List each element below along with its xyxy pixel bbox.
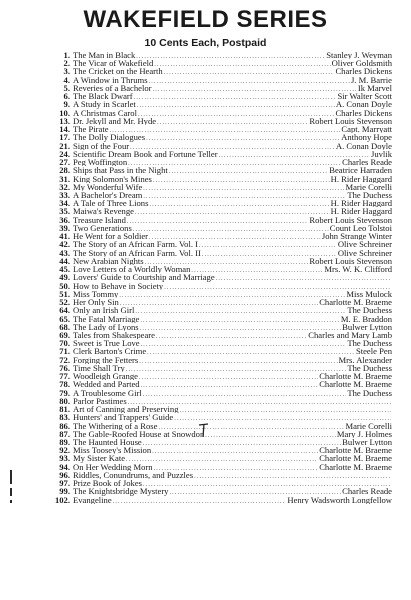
book-number: 70. bbox=[59, 339, 70, 348]
dot-leader bbox=[194, 473, 391, 479]
book-entry bbox=[44, 199, 392, 207]
book-author: The Duchess bbox=[347, 339, 392, 348]
dot-leader bbox=[169, 168, 328, 174]
book-entry bbox=[44, 380, 392, 388]
book-number: 42. bbox=[59, 240, 70, 249]
book-entry bbox=[44, 117, 392, 125]
book-title: Scientific Dream Book and Fortune Teller bbox=[73, 149, 218, 159]
book-author: Robert Louis Stevenson bbox=[309, 256, 392, 266]
book-title: The Vicar of Wakefield bbox=[73, 59, 154, 68]
book-number: 36. bbox=[59, 215, 70, 224]
dot-leader bbox=[152, 448, 318, 454]
book-entry bbox=[44, 150, 392, 158]
book-title: The Haunted House bbox=[73, 438, 142, 447]
book-entry bbox=[44, 463, 392, 471]
book-author: Beatrice Harraden bbox=[329, 166, 392, 175]
book-author: Count Leo Tolstoi bbox=[329, 223, 392, 233]
book-number: 2. bbox=[63, 59, 70, 68]
dot-leader bbox=[119, 292, 345, 298]
book-number: 10. bbox=[59, 108, 70, 117]
dot-leader bbox=[180, 407, 392, 413]
dot-leader bbox=[199, 242, 337, 248]
book-number: 81. bbox=[59, 405, 70, 414]
book-author: Olive Schreiner bbox=[337, 248, 392, 257]
book-author: Bulwer Lytton bbox=[342, 322, 392, 331]
book-entry bbox=[44, 100, 392, 108]
book-entry bbox=[44, 166, 392, 174]
book-author: Charlotte M. Braeme bbox=[319, 380, 392, 389]
book-author: H. Rider Haggard bbox=[330, 207, 392, 216]
book-title: A Study in Scarlet bbox=[73, 100, 136, 109]
book-number: 71. bbox=[59, 347, 70, 356]
book-title: Prize Book of Jokes bbox=[73, 479, 142, 488]
book-entry bbox=[44, 364, 392, 372]
book-title: A Window in Thrums bbox=[73, 75, 148, 84]
dot-leader bbox=[143, 440, 341, 446]
book-title: Ships that Pass in the Night bbox=[73, 166, 168, 175]
book-number: 27. bbox=[59, 158, 70, 167]
dot-leader bbox=[146, 135, 340, 141]
book-title: The Dolly Dialogues bbox=[73, 133, 146, 142]
book-number: 14. bbox=[59, 125, 70, 134]
book-entry bbox=[44, 315, 392, 323]
book-author: Charlotte M. Braeme bbox=[319, 462, 392, 471]
book-entry bbox=[44, 487, 392, 495]
dot-leader bbox=[153, 177, 330, 183]
dot-leader bbox=[113, 498, 287, 504]
book-number: 9. bbox=[63, 100, 70, 109]
book-number: 99. bbox=[59, 487, 70, 496]
book-author: H. Rider Haggard bbox=[330, 174, 392, 183]
dot-leader bbox=[141, 382, 319, 388]
book-entry bbox=[44, 339, 392, 347]
book-author: J. M. Barrie bbox=[350, 75, 392, 84]
book-number: 92. bbox=[59, 446, 70, 455]
book-entry bbox=[44, 175, 392, 183]
book-title: He Went for a Soldier bbox=[73, 232, 149, 241]
book-number: 51. bbox=[59, 289, 70, 299]
dot-leader bbox=[139, 358, 337, 364]
book-number: 89. bbox=[59, 438, 70, 447]
book-author: Robert Louis Stevenson bbox=[309, 215, 392, 224]
book-author: The Duchess bbox=[347, 190, 392, 200]
book-author: A. Conan Doyle bbox=[335, 141, 392, 150]
book-entry bbox=[44, 430, 392, 438]
book-number: 102. bbox=[54, 495, 70, 504]
dot-leader bbox=[143, 185, 344, 191]
book-entry bbox=[44, 84, 392, 92]
book-list bbox=[44, 51, 392, 504]
margin-mark bbox=[10, 488, 12, 496]
book-number: 44. bbox=[59, 256, 70, 266]
book-title: Parlor Pastimes bbox=[73, 396, 127, 406]
book-title: The Cricket on the Hearth bbox=[73, 67, 163, 76]
book-title: Evangeline bbox=[73, 495, 112, 504]
book-entry bbox=[44, 496, 392, 504]
book-title: Only an Irish Girl bbox=[73, 306, 135, 315]
book-entry bbox=[44, 207, 392, 215]
book-entry bbox=[44, 454, 392, 462]
book-entry bbox=[44, 479, 392, 487]
book-author: Oliver Goldsmith bbox=[331, 59, 392, 68]
book-number: 43. bbox=[59, 248, 70, 257]
book-title: Wedded and Parted bbox=[73, 380, 140, 389]
book-title: The Knightsbridge Mystery bbox=[73, 487, 169, 496]
book-title: How to Behave in Society bbox=[73, 281, 164, 290]
book-author: The Duchess bbox=[347, 306, 392, 315]
book-author: The Duchess bbox=[347, 388, 392, 397]
book-number: 3. bbox=[63, 67, 70, 76]
book-number: 28. bbox=[59, 166, 70, 175]
book-author: Mary J. Holmes bbox=[336, 429, 392, 439]
book-number: 80. bbox=[59, 396, 70, 406]
book-title: The Story of an African Farm. Vol. II bbox=[73, 248, 201, 257]
book-entry bbox=[44, 76, 392, 84]
book-entry bbox=[44, 265, 392, 273]
book-author: Stanley J. Weyman bbox=[326, 51, 392, 60]
book-entry bbox=[44, 413, 392, 421]
dot-leader bbox=[164, 69, 335, 75]
page-title: WAKEFIELD SERIES bbox=[83, 6, 328, 33]
book-author: H. Rider Haggard bbox=[330, 199, 392, 208]
book-entry bbox=[44, 109, 392, 117]
book-number: 1. bbox=[63, 51, 70, 60]
book-entry bbox=[44, 142, 392, 150]
book-entry bbox=[44, 356, 392, 364]
dot-leader bbox=[127, 218, 309, 224]
book-title: My Sister Kate bbox=[73, 454, 126, 463]
book-number: 68. bbox=[59, 322, 70, 331]
dot-leader bbox=[143, 391, 347, 397]
book-title: Two Generations bbox=[73, 223, 132, 233]
book-entry bbox=[44, 191, 392, 199]
book-author: Marie Corelli bbox=[345, 421, 392, 430]
book-number: 52. bbox=[59, 298, 70, 307]
book-author: Charles Dickens bbox=[335, 108, 392, 117]
book-entry bbox=[44, 298, 392, 306]
dot-leader bbox=[140, 317, 340, 323]
book-number: 93. bbox=[59, 454, 70, 463]
margin-mark bbox=[10, 470, 12, 484]
ink-mark-icon bbox=[198, 422, 210, 440]
book-entry bbox=[44, 240, 392, 248]
book-number: 5. bbox=[63, 83, 70, 93]
book-number: 72. bbox=[59, 355, 70, 364]
margin-mark bbox=[10, 500, 12, 503]
book-title: A Troublesome Girl bbox=[73, 388, 142, 397]
book-title: Riddles, Conundrums, and Puzzles bbox=[73, 470, 194, 480]
book-author: Marie Corelli bbox=[345, 182, 392, 191]
dot-leader bbox=[136, 53, 325, 59]
dot-leader bbox=[205, 432, 336, 438]
book-number: 65. bbox=[59, 314, 70, 323]
book-number: 94. bbox=[59, 462, 70, 471]
dot-leader bbox=[153, 86, 357, 92]
book-number: 13. bbox=[59, 116, 70, 126]
dot-leader bbox=[126, 366, 347, 372]
book-title: My Wonderful Wife bbox=[73, 182, 143, 191]
book-entry bbox=[44, 216, 392, 224]
book-entry bbox=[44, 282, 392, 290]
book-author: Sir Walter Scott bbox=[337, 92, 392, 101]
book-entry bbox=[44, 347, 392, 355]
book-number: 83. bbox=[59, 413, 70, 422]
dot-leader bbox=[138, 111, 334, 117]
book-entry bbox=[44, 125, 392, 133]
book-title: The Black Dwarf bbox=[73, 92, 133, 101]
book-entry bbox=[44, 232, 392, 240]
book-author: Henry Wadsworth Longfellow bbox=[287, 495, 392, 504]
book-author: Miss Mulock bbox=[346, 289, 392, 299]
book-author: Mrs. Alexander bbox=[338, 355, 392, 364]
book-number: 35. bbox=[59, 207, 70, 216]
book-author: Mrs. W. K. Clifford bbox=[324, 265, 392, 274]
book-title: Sign of the Four bbox=[73, 141, 130, 150]
book-number: 86. bbox=[59, 421, 70, 430]
book-title: A Tale of Three Lions bbox=[73, 199, 149, 208]
dot-leader bbox=[134, 94, 337, 100]
book-entry bbox=[44, 446, 392, 454]
book-number: 96. bbox=[59, 470, 70, 480]
book-number: 33. bbox=[59, 190, 70, 200]
price-subtitle: 10 Cents Each, Postpaid bbox=[144, 37, 267, 49]
book-title: New Arabian Nights bbox=[73, 256, 144, 266]
book-number: 24. bbox=[59, 149, 70, 159]
book-number: 69. bbox=[59, 330, 70, 340]
book-entry bbox=[44, 249, 392, 257]
book-title: Forging the Fetters bbox=[73, 355, 139, 364]
book-author: Charlotte M. Braeme bbox=[319, 446, 392, 455]
book-number: 21. bbox=[59, 141, 70, 150]
book-title: Her Only Sin bbox=[73, 298, 119, 307]
book-number: 50. bbox=[59, 281, 70, 290]
book-number: 77. bbox=[59, 372, 70, 381]
book-entry bbox=[44, 183, 392, 191]
book-entry bbox=[44, 133, 392, 141]
book-number: 79. bbox=[59, 388, 70, 397]
book-author: John Strange Winter bbox=[321, 232, 392, 241]
book-title: The Withering of a Rose bbox=[73, 421, 158, 430]
book-title: Miss Toosey's Mission bbox=[73, 446, 152, 455]
book-entry bbox=[44, 331, 392, 339]
book-number: 17. bbox=[59, 133, 70, 142]
book-title: Hunters' and Trappers' Guide bbox=[73, 413, 174, 422]
book-number: 6. bbox=[63, 92, 70, 101]
dot-leader bbox=[156, 333, 307, 339]
book-number: 49. bbox=[59, 273, 70, 282]
book-entry bbox=[44, 405, 392, 413]
book-entry bbox=[44, 92, 392, 100]
book-title: Woodleigh Grange bbox=[73, 372, 138, 381]
book-title: Miss Tommy bbox=[73, 289, 119, 299]
book-author: The Duchess bbox=[347, 363, 392, 373]
book-title: Peg Woffington bbox=[73, 158, 128, 167]
book-author: Charles Reade bbox=[342, 158, 392, 167]
book-title: A Christmas Carol bbox=[73, 108, 137, 117]
book-title: The Lady of Lyons bbox=[73, 322, 139, 331]
book-entry bbox=[44, 306, 392, 314]
book-number: 76. bbox=[59, 363, 70, 373]
book-entry bbox=[44, 290, 392, 298]
book-number: 31. bbox=[59, 174, 70, 183]
book-number: 34. bbox=[59, 199, 70, 208]
book-entry bbox=[44, 323, 392, 331]
book-author: Ik Marvel bbox=[357, 83, 392, 93]
book-entry bbox=[44, 471, 392, 479]
book-author: Bulwer Lytton bbox=[342, 438, 392, 447]
book-number: 78. bbox=[59, 380, 70, 389]
book-entry bbox=[44, 372, 392, 380]
dot-leader bbox=[157, 119, 308, 125]
dot-leader bbox=[139, 374, 318, 380]
book-author: Charlotte M. Braeme bbox=[319, 298, 392, 307]
book-title: Treasure Island bbox=[73, 215, 126, 224]
book-author: Charles and Mary Lamb bbox=[308, 330, 392, 340]
dot-leader bbox=[154, 61, 330, 67]
book-entry bbox=[44, 59, 392, 67]
book-entry bbox=[44, 397, 392, 405]
book-title: The Story of an African Farm. Vol. I bbox=[73, 240, 198, 249]
dot-leader bbox=[149, 78, 350, 84]
book-title: Time Shall Try bbox=[73, 363, 125, 373]
dot-leader bbox=[120, 300, 318, 306]
book-entry bbox=[44, 438, 392, 446]
book-title: On Her Wedding Morn bbox=[73, 462, 153, 471]
book-title: King Solomon's Mines bbox=[73, 174, 152, 183]
dot-leader bbox=[149, 201, 329, 207]
book-entry bbox=[44, 422, 392, 430]
dot-leader bbox=[147, 349, 355, 355]
book-title: Dr. Jekyll and Mr. Hyde bbox=[73, 116, 157, 126]
book-author: Capt. Marryatt bbox=[341, 125, 392, 134]
book-number: 41. bbox=[59, 232, 70, 241]
book-author: Steele Pen bbox=[355, 347, 392, 356]
book-number: 97. bbox=[59, 479, 70, 488]
book-author: Charlotte M. Braeme bbox=[319, 454, 392, 463]
dot-leader bbox=[137, 102, 335, 108]
book-author: A. Conan Doyle bbox=[335, 100, 392, 109]
book-entry bbox=[44, 51, 392, 59]
book-number: 64. bbox=[59, 306, 70, 315]
book-title: Sweet is True Love bbox=[73, 339, 140, 348]
book-author: M. E. Braddon bbox=[340, 314, 392, 323]
book-number: 45. bbox=[59, 265, 70, 274]
dot-leader bbox=[133, 226, 329, 232]
book-title: The Man in Black bbox=[73, 51, 136, 60]
book-number: 87. bbox=[59, 429, 70, 439]
book-entry bbox=[44, 158, 392, 166]
book-title: Lovers' Guide to Courtship and Marriage bbox=[73, 273, 215, 282]
book-entry bbox=[44, 389, 392, 397]
book-author: Charles Reade bbox=[342, 487, 392, 496]
dot-leader bbox=[216, 275, 391, 281]
book-entry bbox=[44, 257, 392, 265]
book-author: Olive Schreiner bbox=[337, 240, 392, 249]
book-entry bbox=[44, 273, 392, 281]
dot-leader bbox=[143, 193, 346, 199]
book-author: Robert Louis Stevenson bbox=[309, 116, 392, 126]
book-title: Tales from Shakespeare bbox=[73, 330, 155, 340]
book-number: 39. bbox=[59, 223, 70, 233]
book-author: Anthony Hope bbox=[341, 133, 392, 142]
dot-leader bbox=[141, 341, 347, 347]
book-title: Clerk Barton's Crime bbox=[73, 347, 147, 356]
book-title: Art of Canning and Preserving bbox=[73, 405, 179, 414]
dot-leader bbox=[135, 308, 346, 314]
book-title: A Bachelor's Dream bbox=[73, 190, 143, 200]
book-number: 32. bbox=[59, 182, 70, 191]
book-author: Charles Dickens bbox=[335, 67, 392, 76]
book-title: Maiwa's Revenge bbox=[73, 207, 134, 216]
book-number: 4. bbox=[63, 75, 70, 84]
book-author: Juvlik bbox=[370, 149, 392, 159]
book-title: The Gable-Roofed House at Snowdon bbox=[73, 429, 205, 439]
book-title: The Pirate bbox=[73, 125, 109, 134]
book-title: Reveries of a Bachelor bbox=[73, 83, 152, 93]
book-entry bbox=[44, 224, 392, 232]
dot-leader bbox=[126, 456, 318, 462]
dot-leader bbox=[135, 209, 330, 215]
book-title: The Fatal Marriage bbox=[73, 314, 140, 323]
book-entry bbox=[44, 67, 392, 75]
book-title: Love Letters of a Worldly Woman bbox=[73, 265, 191, 274]
book-author: Charlotte M. Braeme bbox=[319, 372, 392, 381]
